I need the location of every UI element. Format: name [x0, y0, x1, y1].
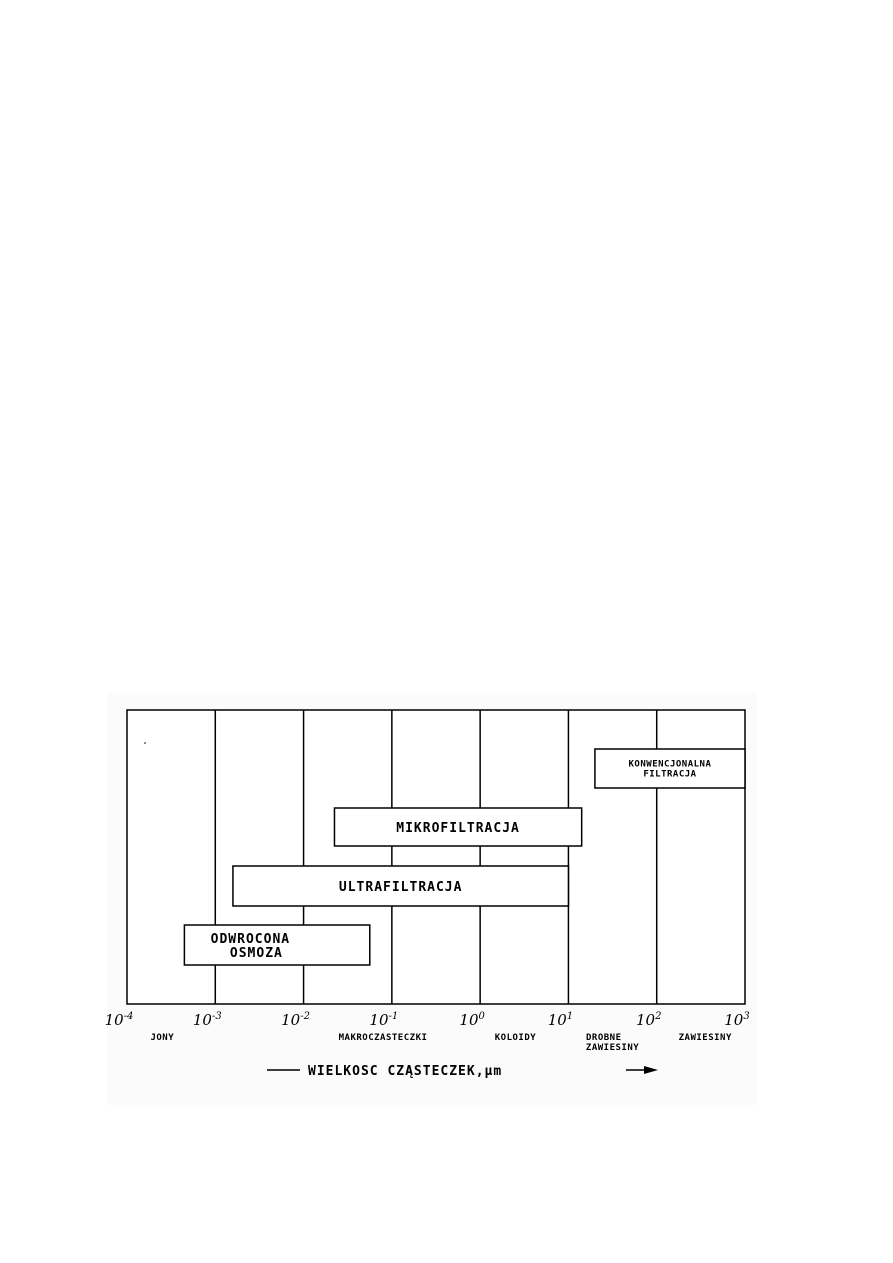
- process-box-label: FILTRACJA: [643, 769, 697, 780]
- tick-label: $10^{-1}$: [369, 1011, 399, 1029]
- axis-title: WIELKOSC CZĄSTECZEK,µm: [308, 1064, 503, 1079]
- category-labels: [150, 1033, 732, 1053]
- axis-title-group: [267, 1064, 658, 1079]
- dot-mark: [144, 742, 146, 744]
- process-box: [233, 866, 568, 906]
- process-box-label: ODWROCONA: [210, 932, 291, 947]
- category-label: ZAWIESINY: [585, 1043, 640, 1053]
- category-label: ZAWIESINY: [678, 1033, 732, 1043]
- category-label: MAKROCZASTECZKI: [338, 1033, 428, 1043]
- tick-labels: [105, 1011, 750, 1029]
- tick-label: $10^{-3}$: [192, 1011, 222, 1029]
- tick-label: $10^{-2}$: [281, 1011, 310, 1029]
- tick-label: $10^0$: [459, 1011, 485, 1029]
- category-label: KOLOIDY: [494, 1033, 537, 1043]
- tick-label: $10^3$: [724, 1011, 750, 1029]
- arrow-head-icon: [644, 1066, 658, 1074]
- tick-label: $10^2$: [635, 1011, 662, 1029]
- category-label: JONY: [150, 1033, 175, 1043]
- category-label: DROBNE: [585, 1033, 622, 1043]
- process-box: [334, 808, 581, 846]
- process-box-label: KONWENCJONALNA: [628, 759, 712, 770]
- tick-label: $10^{-4}$: [104, 1011, 134, 1029]
- tick-label: $10^1$: [547, 1011, 574, 1029]
- process-box-label: MIKROFILTRACJA: [396, 821, 520, 836]
- process-box-label: OSMOZA: [229, 946, 283, 961]
- process-box: [595, 749, 745, 788]
- process-box: [184, 925, 369, 965]
- process-box-label: ULTRAFILTRACJA: [338, 880, 463, 895]
